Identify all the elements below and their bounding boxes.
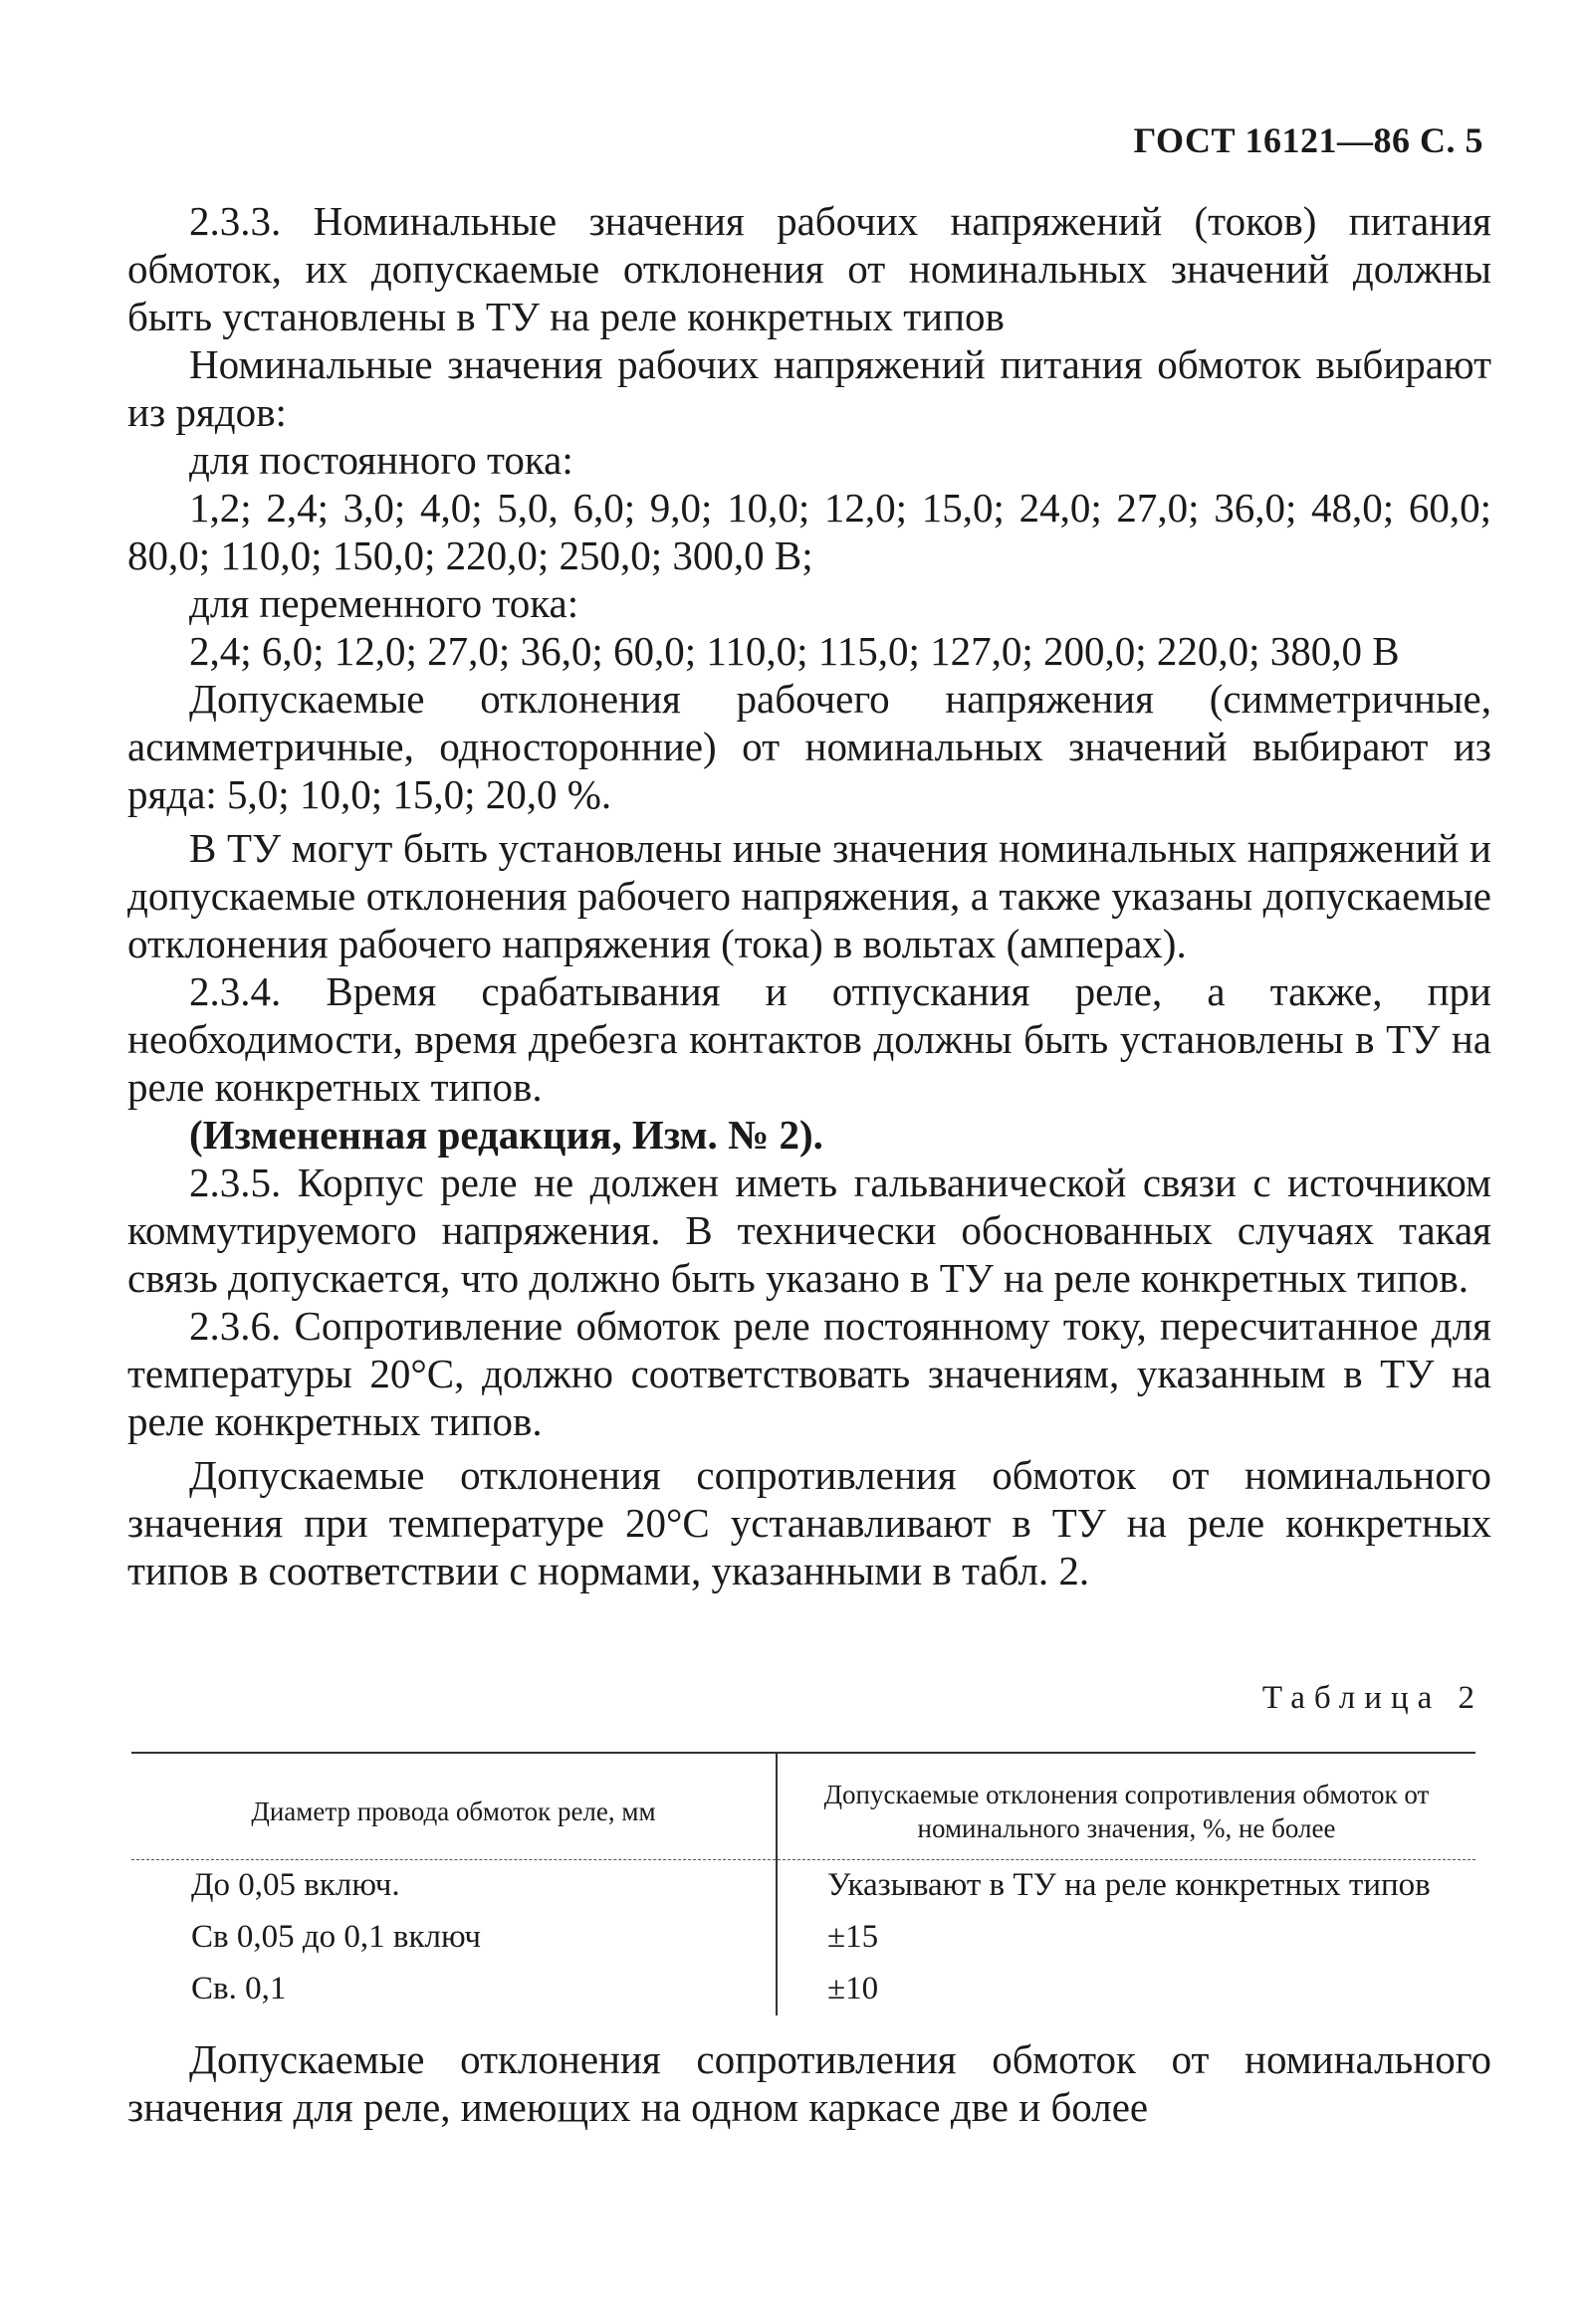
paragraph-2-3-6: 2.3.6. Сопротивление обмоток реле постоянному току, пересчитанное для температуры 20°С, должно соответствовать значениям, указанным в ТУ на реле конкретных типов.: [127, 1303, 1491, 1444]
table-cell-diameter: До 0,05 включ.: [191, 1867, 400, 1903]
paragraph-2-3-5: 2.3.5. Корпус реле не должен иметь гальванической связи с источником коммутируемого напряжения. В технически обоснованных случаях такая связь допускается, что должно быть указано в ТУ на реле конкретных типов.: [127, 1160, 1491, 1301]
table-row: [131, 1860, 1475, 1913]
table-caption: Таблица 2: [1261, 1680, 1483, 1716]
table-cell-deviation: ±15: [777, 1912, 1475, 1964]
paragraph-tail: Допускаемые отклонения сопротивления обмоток от номинального значения для реле, имеющих на одном каркасе две и более: [127, 2036, 1491, 2130]
table-cell-diameter: Св. 0,1: [191, 1971, 287, 2007]
paragraph-dc-label: для постоянного тока:: [189, 437, 573, 483]
table-header-row: [131, 1753, 1475, 1860]
table-row: [131, 1964, 1475, 2015]
page-header: ГОСТ 16121—86 С. 5: [1133, 120, 1483, 160]
paragraph-ac-values: 2,4; 6,0; 12,0; 27,0; 36,0; 60,0; 110,0; 115,0; 127,0; 200,0; 220,0; 380,0 В: [189, 628, 1400, 674]
paragraph-2-3-4: 2.3.4. Время срабатывания и отпускания реле, а также, при необходимости, время дребезга контактов должны быть установлены в ТУ на реле конкретных типов.: [127, 968, 1491, 1110]
document-body: [127, 197, 1491, 1594]
table-2: [131, 1752, 1475, 2015]
table-cell-diameter: Св 0,05 до 0,1 включ: [191, 1919, 481, 1955]
paragraph-resistance-deviations: Допускаемые отклонения сопротивления обмоток от номинального значения при температуре 20°С устанавливают в ТУ на реле конкретных типов в соответствии с нормами, указанными в табл. 2.: [127, 1452, 1491, 1593]
table-cell-deviation: ±10: [777, 1964, 1475, 2015]
table-cell-deviation: Указывают в ТУ на реле конкретных типов: [777, 1860, 1475, 1913]
table-row: [131, 1912, 1475, 1964]
paragraph-deviations: Допускаемые отклонения рабочего напряжения (симметричные, асимметричные, односторонние) от номинальных значений выбирают из ряда: 5,0; 10,0; 15,0; 20,0 %.: [127, 676, 1491, 817]
document-tail: [127, 2035, 1491, 2131]
tolerance-table: [131, 1752, 1475, 2015]
paragraph-nominal-values: Номинальные значения рабочих напряжений питания обмоток выбирают из рядов:: [127, 341, 1491, 435]
table-header-deviation: Допускаемые отклонения сопротивления обмоток от номинального значения, %, не более: [777, 1753, 1475, 1860]
paragraph-dc-values: 1,2; 2,4; 3,0; 4,0; 5,0, 6,0; 9,0; 10,0; 12,0; 15,0; 24,0; 27,0; 36,0; 48,0; 60,0; 80,0; 110,0; 150,0; 220,0; 250,0; 300,0 В;: [127, 485, 1491, 578]
paragraph-tu-other: В ТУ могут быть установлены иные значения номинальных напряжений и допускаемые отклонения рабочего напряжения, а также указаны допускаемые отклонения рабочего напряжения (тока) в вольтах (амперах).: [127, 825, 1491, 966]
paragraph-amendment: (Измененная редакция, Изм. № 2).: [189, 1112, 823, 1158]
paragraph-2-3-3: 2.3.3. Номинальные значения рабочих напряжений (токов) питания обмоток, их допускаемые отклонения от номинальных значений должны быть установлены в ТУ на реле конкретных типов: [127, 198, 1491, 339]
paragraph-ac-label: для переменного тока:: [189, 580, 579, 626]
table-header-diameter: Диаметр провода обмоток реле, мм: [131, 1753, 777, 1860]
